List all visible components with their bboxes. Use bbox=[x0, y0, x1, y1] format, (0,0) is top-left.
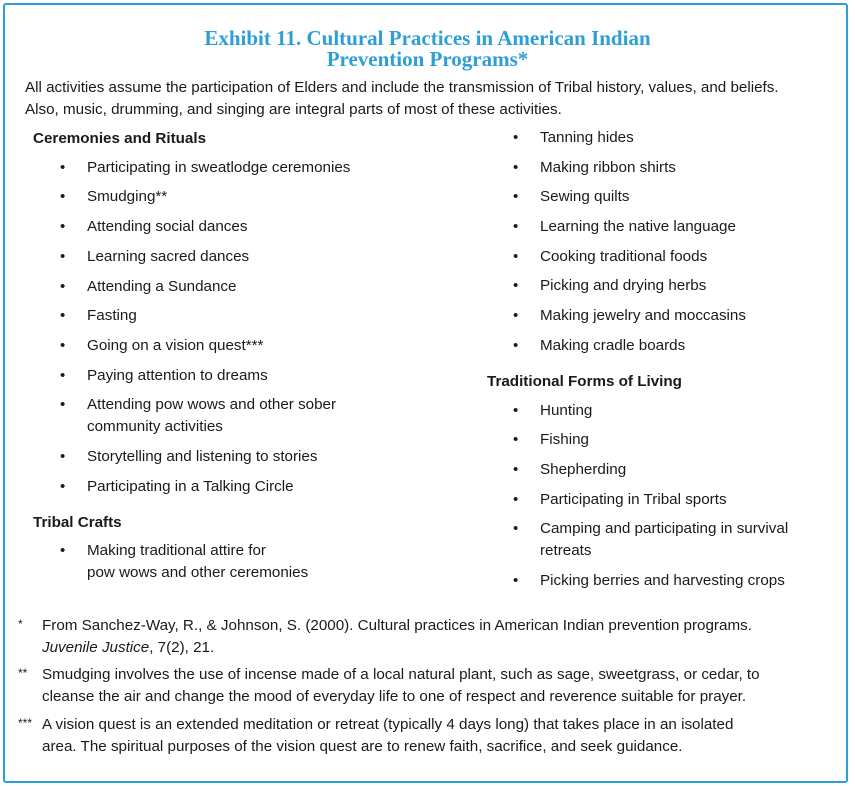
bullet-icon: • bbox=[60, 542, 66, 559]
exhibit-title-line-1: Exhibit 11. Cultural Practices in American Indian bbox=[204, 26, 651, 50]
bullet-icon: • bbox=[60, 188, 66, 205]
bullet-icon: • bbox=[513, 520, 519, 537]
bullet-icon: • bbox=[60, 248, 66, 265]
intro-paragraph bbox=[25, 77, 845, 121]
bullet-icon: • bbox=[513, 248, 519, 265]
bullet-icon: • bbox=[60, 159, 66, 176]
section-heading-ceremonies: Ceremonies and Rituals bbox=[33, 130, 207, 147]
bullet-icon: • bbox=[513, 572, 519, 589]
bullet-icon: • bbox=[60, 307, 66, 324]
exhibit-title-line-2: Prevention Programs* bbox=[326, 47, 529, 71]
bullet-icon: • bbox=[60, 367, 66, 384]
footnote-line: cleanse the air and change the mood of everyday life to one of respect and reverence suitable for prayer. bbox=[42, 688, 747, 705]
footnote-mark: *** bbox=[18, 716, 33, 730]
intro-line-2: Also, music, drumming, and singing are integral parts of most of these activities. bbox=[25, 101, 562, 118]
footnote-line: A vision quest is an extended meditation or retreat (typically 4 days long) that takes place in an isolated bbox=[42, 716, 734, 733]
bullet-icon: • bbox=[513, 461, 519, 478]
bullet-icon: • bbox=[60, 218, 66, 235]
journal-title: Juvenile Justice bbox=[42, 639, 150, 656]
footnote-mark: * bbox=[18, 617, 23, 631]
bullet-icon: • bbox=[60, 396, 66, 413]
footnote-line: From Sanchez-Way, R., & Johnson, S. (2000). Cultural practices in American Indian prevention programs. bbox=[42, 617, 752, 634]
section-heading-crafts: Tribal Crafts bbox=[33, 514, 122, 531]
bullet-icon: • bbox=[60, 278, 66, 295]
bullet-icon: • bbox=[60, 337, 66, 354]
footnote-line: Juvenile Justice, 7(2), 21. bbox=[42, 639, 215, 656]
bullet-icon: • bbox=[513, 491, 519, 508]
bullet-icon: • bbox=[60, 478, 66, 495]
footnote-line: area. The spiritual purposes of the vision quest are to renew faith, sacrifice, and seek guidance. bbox=[42, 738, 683, 755]
bullet-icon: • bbox=[513, 277, 519, 294]
bullet-icon: • bbox=[513, 159, 519, 176]
section-heading-living: Traditional Forms of Living bbox=[487, 373, 682, 390]
bullet-icon: • bbox=[513, 337, 519, 354]
intro-line-1: All activities assume the participation of Elders and include the transmission of Tribal history, values, and beliefs. bbox=[25, 79, 779, 96]
bullet-icon: • bbox=[60, 448, 66, 465]
bullet-icon: • bbox=[513, 129, 519, 146]
footnote-line: Smudging involves the use of incense made of a local natural plant, such as sage, sweetgrass, or cedar, to bbox=[42, 666, 760, 683]
bullet-icon: • bbox=[513, 431, 519, 448]
bullet-icon: • bbox=[513, 218, 519, 235]
bullet-icon: • bbox=[513, 188, 519, 205]
bullet-icon: • bbox=[513, 307, 519, 324]
bullet-icon: • bbox=[513, 402, 519, 419]
footnote-mark: ** bbox=[18, 666, 28, 680]
